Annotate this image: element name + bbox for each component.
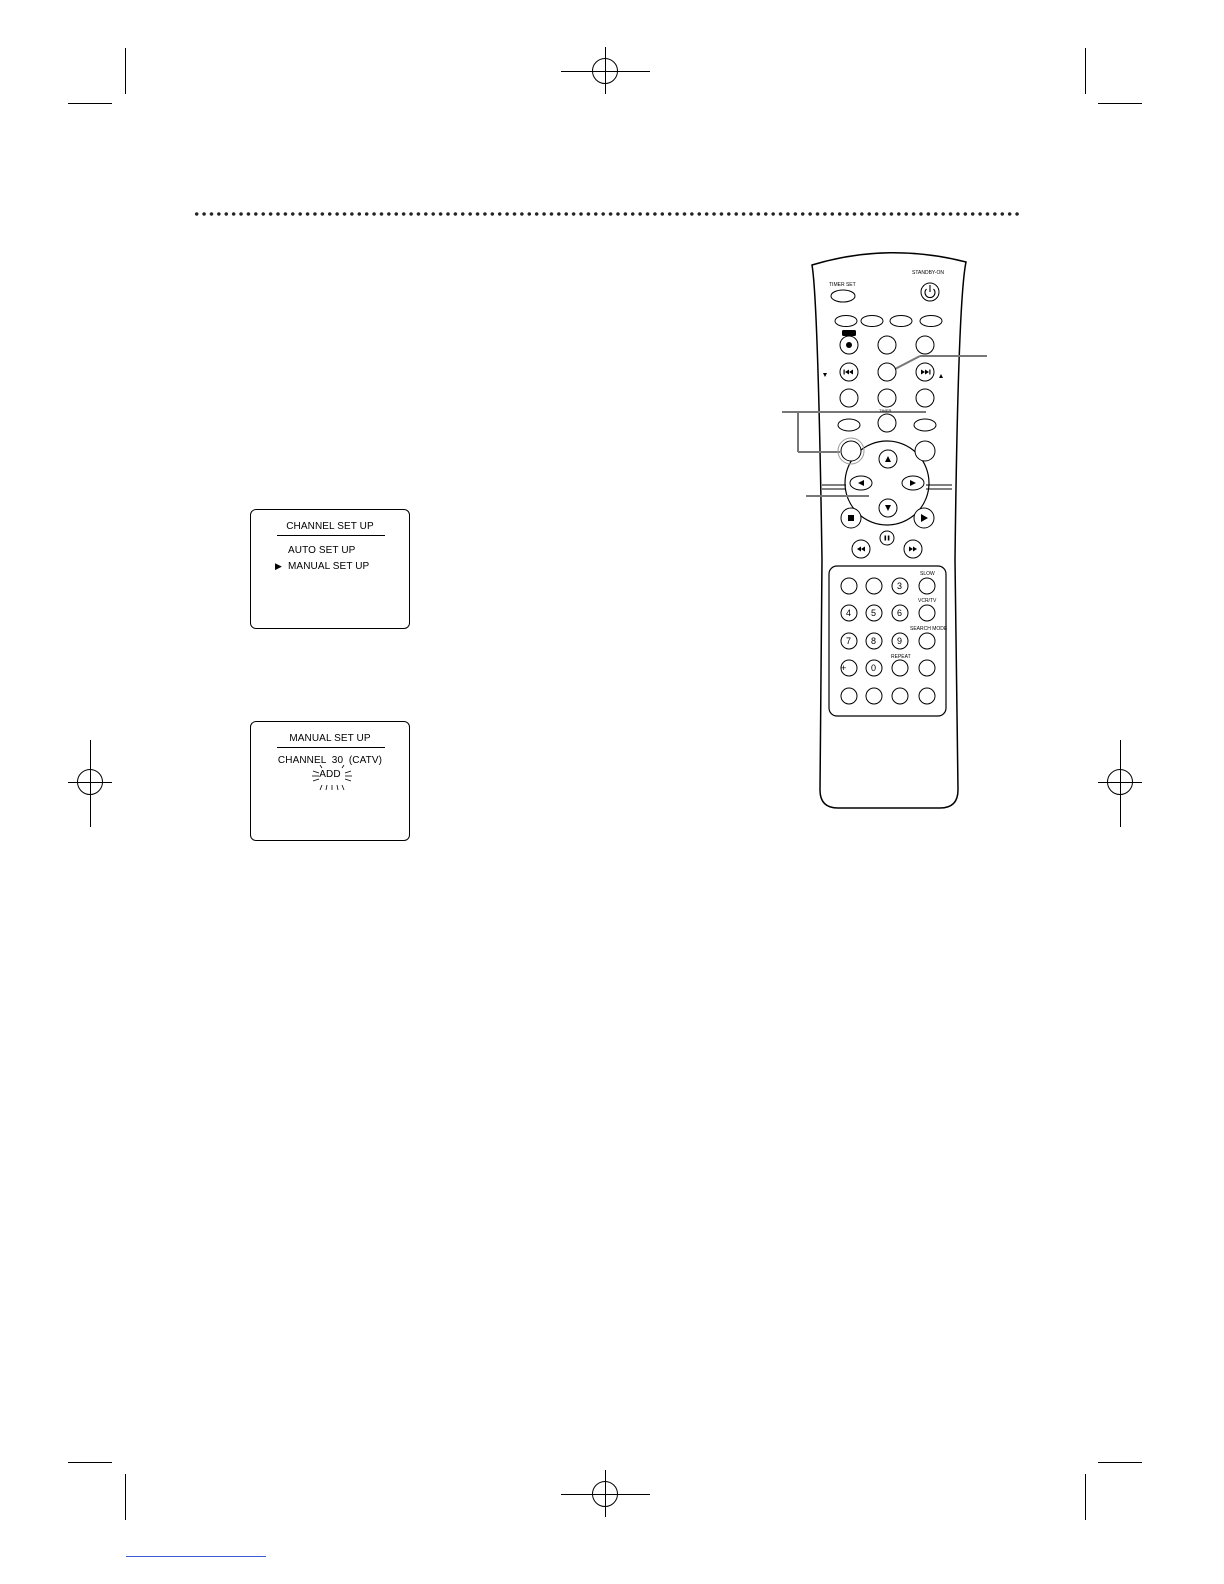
record-indicator	[842, 330, 856, 336]
pause-button[interactable]	[880, 531, 894, 545]
bottom-button-3[interactable]	[892, 688, 908, 704]
row5-left-button[interactable]	[838, 419, 860, 431]
slow-label: SLOW	[920, 571, 935, 577]
bottom-button-4[interactable]	[919, 688, 935, 704]
stop-icon	[848, 515, 854, 521]
timer-set-button[interactable]	[831, 290, 855, 302]
screen-title: MANUAL SET UP	[289, 733, 371, 744]
row5-right-button[interactable]	[914, 419, 936, 431]
row3-center-button[interactable]	[878, 363, 896, 381]
key-2-button[interactable]	[866, 578, 882, 594]
row4-button-2[interactable]	[878, 389, 896, 407]
title-underline	[277, 747, 385, 748]
key-0-label: 0	[871, 663, 877, 673]
key-1-button[interactable]	[841, 578, 857, 594]
channel-up-indicator-icon	[939, 374, 943, 378]
top-row-button-4[interactable]	[920, 316, 942, 327]
bottom-button-1[interactable]	[841, 688, 857, 704]
screen-title: CHANNEL SET UP	[286, 521, 374, 532]
repeat-button[interactable]	[892, 660, 908, 676]
menu-item-manual-setup: MANUAL SET UP	[288, 561, 370, 572]
menu-item-auto-setup: AUTO SET UP	[288, 545, 356, 556]
bottom-button-2[interactable]	[866, 688, 882, 704]
key-6-label: 6	[897, 608, 903, 618]
menu-button[interactable]	[841, 441, 861, 461]
key-8-label: 8	[871, 636, 877, 646]
key-7-label: 7	[846, 636, 852, 646]
record-icon	[846, 342, 852, 348]
title-underline	[277, 535, 385, 536]
repeat-label: REPEAT	[891, 654, 911, 660]
standby-on-label: STANDBY-ON	[912, 270, 944, 276]
footer-link-rule	[126, 1556, 266, 1557]
selection-arrow-icon: ▶	[275, 561, 283, 571]
vcr-tv-button[interactable]	[919, 605, 935, 621]
search-mode-label: SEARCH MODE	[910, 626, 948, 632]
tv-screen-channel-setup	[250, 509, 410, 629]
tv-screen-manual-setup	[250, 721, 410, 841]
top-row-button-1[interactable]	[835, 316, 857, 327]
key-4-label: 4	[846, 608, 852, 618]
top-row-button-2[interactable]	[861, 316, 883, 327]
row4-extra-button[interactable]	[919, 660, 935, 676]
top-row-button-3[interactable]	[890, 316, 912, 327]
key-plus-label: +	[841, 663, 847, 673]
row4-button-3[interactable]	[916, 389, 934, 407]
key-3-label: 3	[897, 581, 903, 591]
key-9-label: 9	[897, 636, 903, 646]
nav-right-top-button[interactable]	[915, 441, 935, 461]
remote-buttons	[770, 240, 1000, 820]
timer-button[interactable]	[878, 414, 896, 432]
dotted-header-rule	[193, 211, 1021, 217]
search-mode-button[interactable]	[919, 633, 935, 649]
timer-label: TIMER	[879, 408, 892, 413]
row2-button-3[interactable]	[916, 336, 934, 354]
slow-button[interactable]	[919, 578, 935, 594]
channel-readout: CHANNEL 30 (CATV)	[277, 755, 383, 766]
row2-button-2[interactable]	[878, 336, 896, 354]
vcr-tv-label: VCR/TV	[918, 598, 937, 604]
timer-set-label: TIMER SET	[829, 282, 856, 288]
key-5-label: 5	[871, 608, 877, 618]
add-status: ADD	[319, 769, 341, 780]
channel-down-indicator-icon	[823, 373, 827, 377]
row4-button-1[interactable]	[840, 389, 858, 407]
blink-rays-icon	[311, 765, 353, 791]
